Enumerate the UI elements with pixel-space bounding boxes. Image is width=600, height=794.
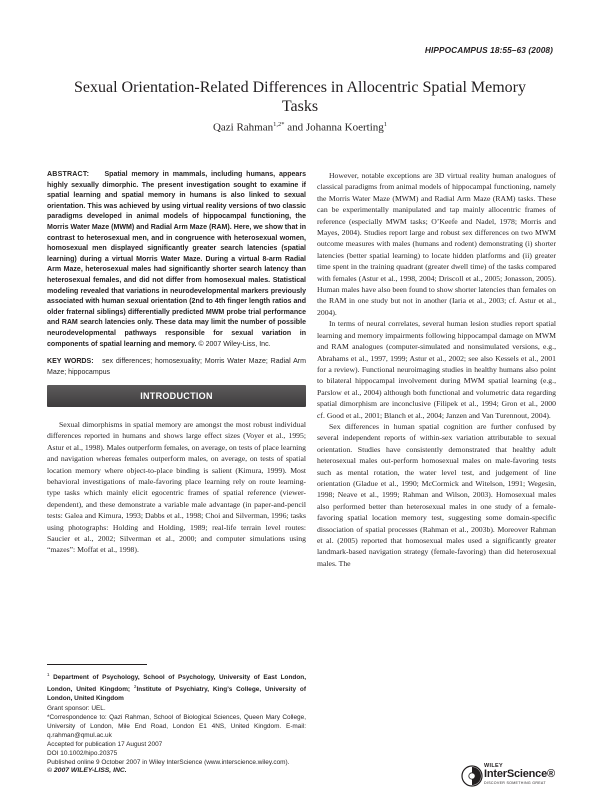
- keywords-text: sex differences; homosexuality; Morris Water Maze; Radial Arm Maze; hippocampus: [47, 358, 306, 376]
- right-column: [317, 170, 556, 569]
- affiliation-marker: 2: [133, 684, 137, 690]
- accepted-date: Accepted for publication 17 August 2007: [47, 740, 163, 748]
- wiley-logo-icon: [461, 765, 483, 787]
- journal-header: HIPPOCAMPUS 18:55–63 (2008): [424, 45, 553, 55]
- affiliations: [47, 670, 306, 704]
- footnotes: [47, 670, 306, 767]
- author-affiliation-marker: 1: [383, 121, 388, 128]
- keywords: [47, 357, 306, 378]
- author-name: Johanna Koerting: [305, 121, 384, 134]
- affiliation-marker: 1: [47, 672, 50, 677]
- paragraph: In terms of neural correlates, several human lesion studies report spatial learning and memory impairments following hippocampal damage on MWM and RAM analogues (computer-simulated and nonsimulated versions, e.g., Abrahams et al., 1997, 1999; Astur et al., 2002; see also Kessels et al., 2001 for a review). Functional neuroimaging studies in healthy humans also point to bilateral hippocampal involvement during MWM spatial learning (e.g., Parslow et al., 2004) although both functional and volumetric data regarding spatial dimorphism are inconclusive (Filipek et al., 1994; Gron et al., 2000 cf. Good et al., 2001; Blanch et al., 2004; Janzen and Van Turennout, 2004).: [317, 319, 556, 420]
- paragraph: However, notable exceptions are 3D virtual reality human analogues of classical paradigms from animal models of hippocampal functioning, namely the Morris Water Maze (MWM) and Radial Arm Maze (RAM) tasks. These can be experimentally manipulated and tap mainly allocentric frames of reference (especially MWM tasks; O’Keefe and Nadel, 1978; Morris and Mayes, 2004). Studies report large and robust sex differences on two MWM outcome measures with males (humans and rodent) demonstrating (i) shorter latencies (better spatial learning) to locate hidden platforms and (ii) greater time spent in the training quadrant (greater dwell time) of the tasks compared with females (Astur et al., 1998, 2004; Driscoll et al., 2005; Jonasson, 2005). Human males have also been found to show shorter latencies than females on the RAM in one study but not in another (Iaria et al., 2003; cf. Astur et al., 2004).: [317, 171, 556, 317]
- logo-wiley-text: WILEY: [484, 763, 503, 769]
- paragraph: Sexual dimorphisms in spatial memory are amongst the most robust individual differences reported in humans and shows large effect sizes (Voyer et al., 1995; Astur et al., 1998). Males outperform females, on average, on tests of place learning and navigation whereas females outperform males, on average, on tests of spatial location memory where object-to-place binding is salient (Kimura, 1999). Most behavioral investigations of male-favoring place learning rely on route learning-type tasks which mainly elicit egocentric frames of spatial reference (viewer-dependent), and these demonstrate a variable male advantage (in paper-and-pencil tests: Galea and Kimura, 1993; Dabbs et al., 1998; Choi and Silverman, 1996; tasks using photographs: Holding and Holding, 1989; real-life terrain level routes: Saucier et al., 2002; Silverman et al., 2000; and computer simulations using “mazes”: Moffat et al., 1998).: [47, 420, 306, 555]
- author-name: Qazi Rahman: [212, 121, 274, 134]
- paragraph: Sex differences in human spatial cognition are further confused by several independent reports of within-sex variation attributable to sexual orientation. Studies have consistently demonstrated that healthy adult heterosexual males out-perform homosexual males on male-favoring tests such as mental rotation, the water level test, and judgement of line orientation (Gladue et al., 1990; McCormick and Witelson, 1991; Wegesin, 1998; Neave et al., 1999; Rahman and Wilson, 2003). Homosexual males also performed better than heterosexual males in one study of a female-favoring spatial location memory test, suggesting some domain-specific dissociation of spatial processes (Rahman et al., 2003b). Moreover Rahman et al. (2005) reported that homosexual males used a significantly greater landmark-based navigation strategy (female-favoring) than did heterosexual males. The: [317, 421, 556, 568]
- keywords-label: KEY WORDS:: [47, 358, 94, 366]
- author-conjunction: and: [284, 121, 306, 134]
- published-online: Published online 9 October 2007 in Wiley InterScience (www.interscience.wiley.com).: [47, 759, 290, 767]
- wiley-interscience-logo: [461, 763, 561, 789]
- abstract-text: Spatial memory in mammals, including humans, appears highly sexually dimorphic. The present investigation sought to examine if spatial learning and spatial memory in humans is also linked to sexual orientation. This was achieved by using virtual reality versions of two classic paradigms developed in animal models of hippocampal functioning, the Morris Water Maze (MWM) and Radial Arm Maze (RAM). Here, we show that in contrast to heterosexual men, and in congruence with heterosexual women, homosexual men displayed significantly greater search latencies (spatial learning) during a virtual Morris Water Maze. During a virtual 8-arm Radial Arm Maze, heterosexual males had significantly shorter search latency than heterosexual females, and did not differ from homosexual males. Statistical modeling revealed that variations in neurodevelopmental markers previously associated with human sexual orientation (2nd to 4th finger length ratios and older fraternal siblings) differentially predicted MWM probe trial performance and RAM search latencies only. These data may limit the number of possible neurodevelopmental pathways responsible for sexual variation in components of spatial learning and memory.: [47, 171, 306, 348]
- correspondence: *Correspondence to: Qazi Rahman, School of Biological Sciences, Queen Mary College, University of London, Mile End Road, London E1 4NS, United Kingdom. E-mail: q.rahman@qmul.ac.uk: [47, 713, 306, 739]
- affiliation-1: Department of Psychology, School of Psychology, University of East London, London, United Kingdom;: [47, 674, 306, 694]
- footnote-divider: [47, 664, 147, 665]
- doi: DOI 10.1002/hipo.20375: [47, 750, 118, 758]
- logo-tagline: DISCOVER SOMETHING GREAT: [484, 781, 546, 785]
- author-line: [70, 121, 530, 134]
- intro-body: [47, 419, 306, 556]
- grant-sponsor: Grant sponsor: UEL.: [47, 704, 106, 712]
- affiliation-2: Institute of Psychiatry, King’s College, University of London, United Kingdom: [47, 686, 307, 703]
- abstract-label: ABSTRACT:: [47, 171, 90, 178]
- abstract: [47, 170, 306, 350]
- footer-copyright: © 2007 WILEY-LISS, INC.: [47, 767, 127, 774]
- abstract-block: [47, 170, 306, 378]
- logo-interscience-text: InterScience®: [484, 768, 555, 780]
- author-affiliation-marker: 1,2*: [273, 121, 285, 128]
- article-title: Sexual Orientation-Related Differences in Allocentric Spatial Memory Tasks: [73, 79, 526, 115]
- section-heading-introduction: INTRODUCTION: [47, 385, 306, 407]
- abstract-copyright: © 2007 Wiley-Liss, Inc.: [198, 340, 271, 348]
